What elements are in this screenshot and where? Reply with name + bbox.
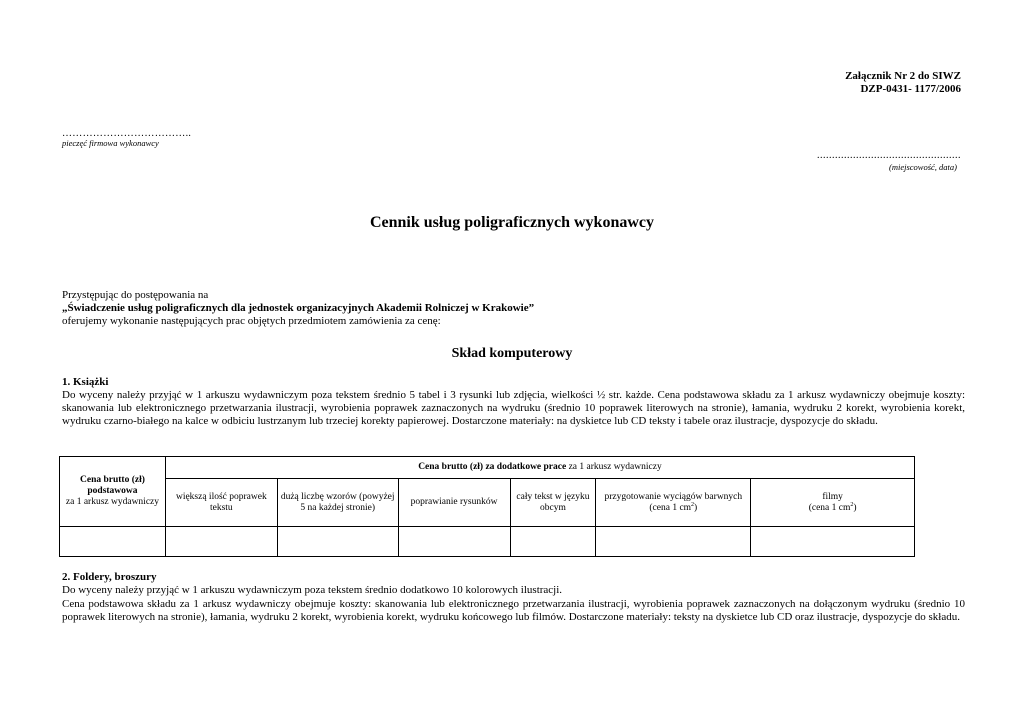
attachment-label: Załącznik Nr 2 do SIWZ [845,70,961,82]
intro-block [62,289,534,328]
column-header-films-label: filmy [822,491,843,502]
unit-close: ) [853,502,857,513]
section2-paragraph-2: Cena podstawowa składu za 1 arkusz wydawniczy obejmuje koszty: skanowania lub elektronicznego przetwarzania ilustracji, wyrobienia poprawek zaznaczonych na dołączonym wydruku (średnio 10 poprawek literowych na stronie), łamania, wydruku 2 korekt, wyrobienia korekt, wydruku końcowego lub filmów. Dostarczone materiały: teksty na dyskietce lub CD oraz ilustracje, dyspozycje do składu. [62,598,965,623]
column-header-films-unit: (cena 1 cm [808,502,851,513]
price-cell-base [60,527,166,557]
column-header-films [751,479,915,527]
base-price-header [60,457,166,527]
intro-line-1: Przystępując do postępowania na [62,289,209,301]
column-header-color-separations [596,479,751,527]
unit-superscript: 2 [850,501,854,508]
extra-work-header-bold: Cena brutto (zł) za dodatkowe prace [418,462,567,472]
unit-close: ) [694,502,698,513]
price-cell-foreign-language [510,527,596,557]
section-title: Skład komputerowy [451,346,573,361]
section2-heading: 2. Foldery, broszury [62,571,157,583]
section1-paragraph: Do wyceny należy przyjąć w 1 arkuszu wydawniczym poza tekstem średnio 5 tabel i 3 rysunki lub zdjęcia, wielkości ½ str. każde. Cena podstawowa składu za 1 arkusz wydawniczy obejmuje koszty: skanowania lub elektronicznego przetwarzania ilustracji, wyrobienia poprawek zaznaczonych na wydruku (średnio 10 poprawek literowych na stronie), łamania, wydruku 2 korekt, wyrobienia korekt, wydruku czarno-białego na kalce w odbiciu lustrzanym lub trzeciej korekty papierowej. Dostarczone materiały: na dyskietce lub CD teksty i tabele oraz ilustracje, dyspozycje do składu. [62,389,965,427]
intro-line-3: oferujemy wykonanie następujących prac objętych przedmiotem zamówienia za cenę: [62,315,441,327]
base-price-header-bold: Cena brutto (zł) podstawowa [80,475,145,496]
section2-paragraph-1: Do wyceny należy przyjąć w 1 arkuszu wydawniczym poza tekstem średnio dodatkowo 10 kolorowych ilustracji. [62,584,563,596]
extra-work-header-normal: za 1 arkusz wydawniczy [566,462,662,472]
column-header-foreign-language: cały tekst w języku obcym [510,479,596,527]
stamp-label: pieczęć firmowa wykonawcy [62,138,159,148]
reference-number: DZP-0431- 1177/2006 [860,83,961,95]
column-header-drawings: poprawianie rysunków [398,479,510,527]
column-header-color-separations-unit: (cena 1 cm [649,502,692,513]
section1-heading: 1. Książki [62,376,109,388]
tender-name: „Świadczenie usług poligraficznych dla jednostek organizacyjnych Akademii Rolniczej w Krakowie” [62,302,535,314]
column-header-corrections: większą ilość poprawek tekstu [165,479,277,527]
price-cell-films [751,527,915,557]
page-title: Cennik usług poligraficznych wykonawcy [369,214,655,231]
unit-superscript: 2 [691,501,695,508]
column-header-formulas: dużą liczbę wzorów (powyżej 5 na każdej stronie) [277,479,398,527]
column-header-color-separations-label: przygotowanie wyciągów barwnych [604,491,743,502]
place-date-label: (miejscowość, data) [889,162,957,172]
price-cell-color-separations [596,527,751,557]
extra-work-header [165,457,914,479]
price-table [59,456,915,557]
price-cell-corrections [165,527,277,557]
base-price-header-normal: za 1 arkusz wydawniczy [65,497,160,507]
stamp-dots: ……………………………….. [62,128,192,139]
price-cell-drawings [398,527,510,557]
price-cell-formulas [277,527,398,557]
place-date-dots: ................................................ [817,150,961,161]
